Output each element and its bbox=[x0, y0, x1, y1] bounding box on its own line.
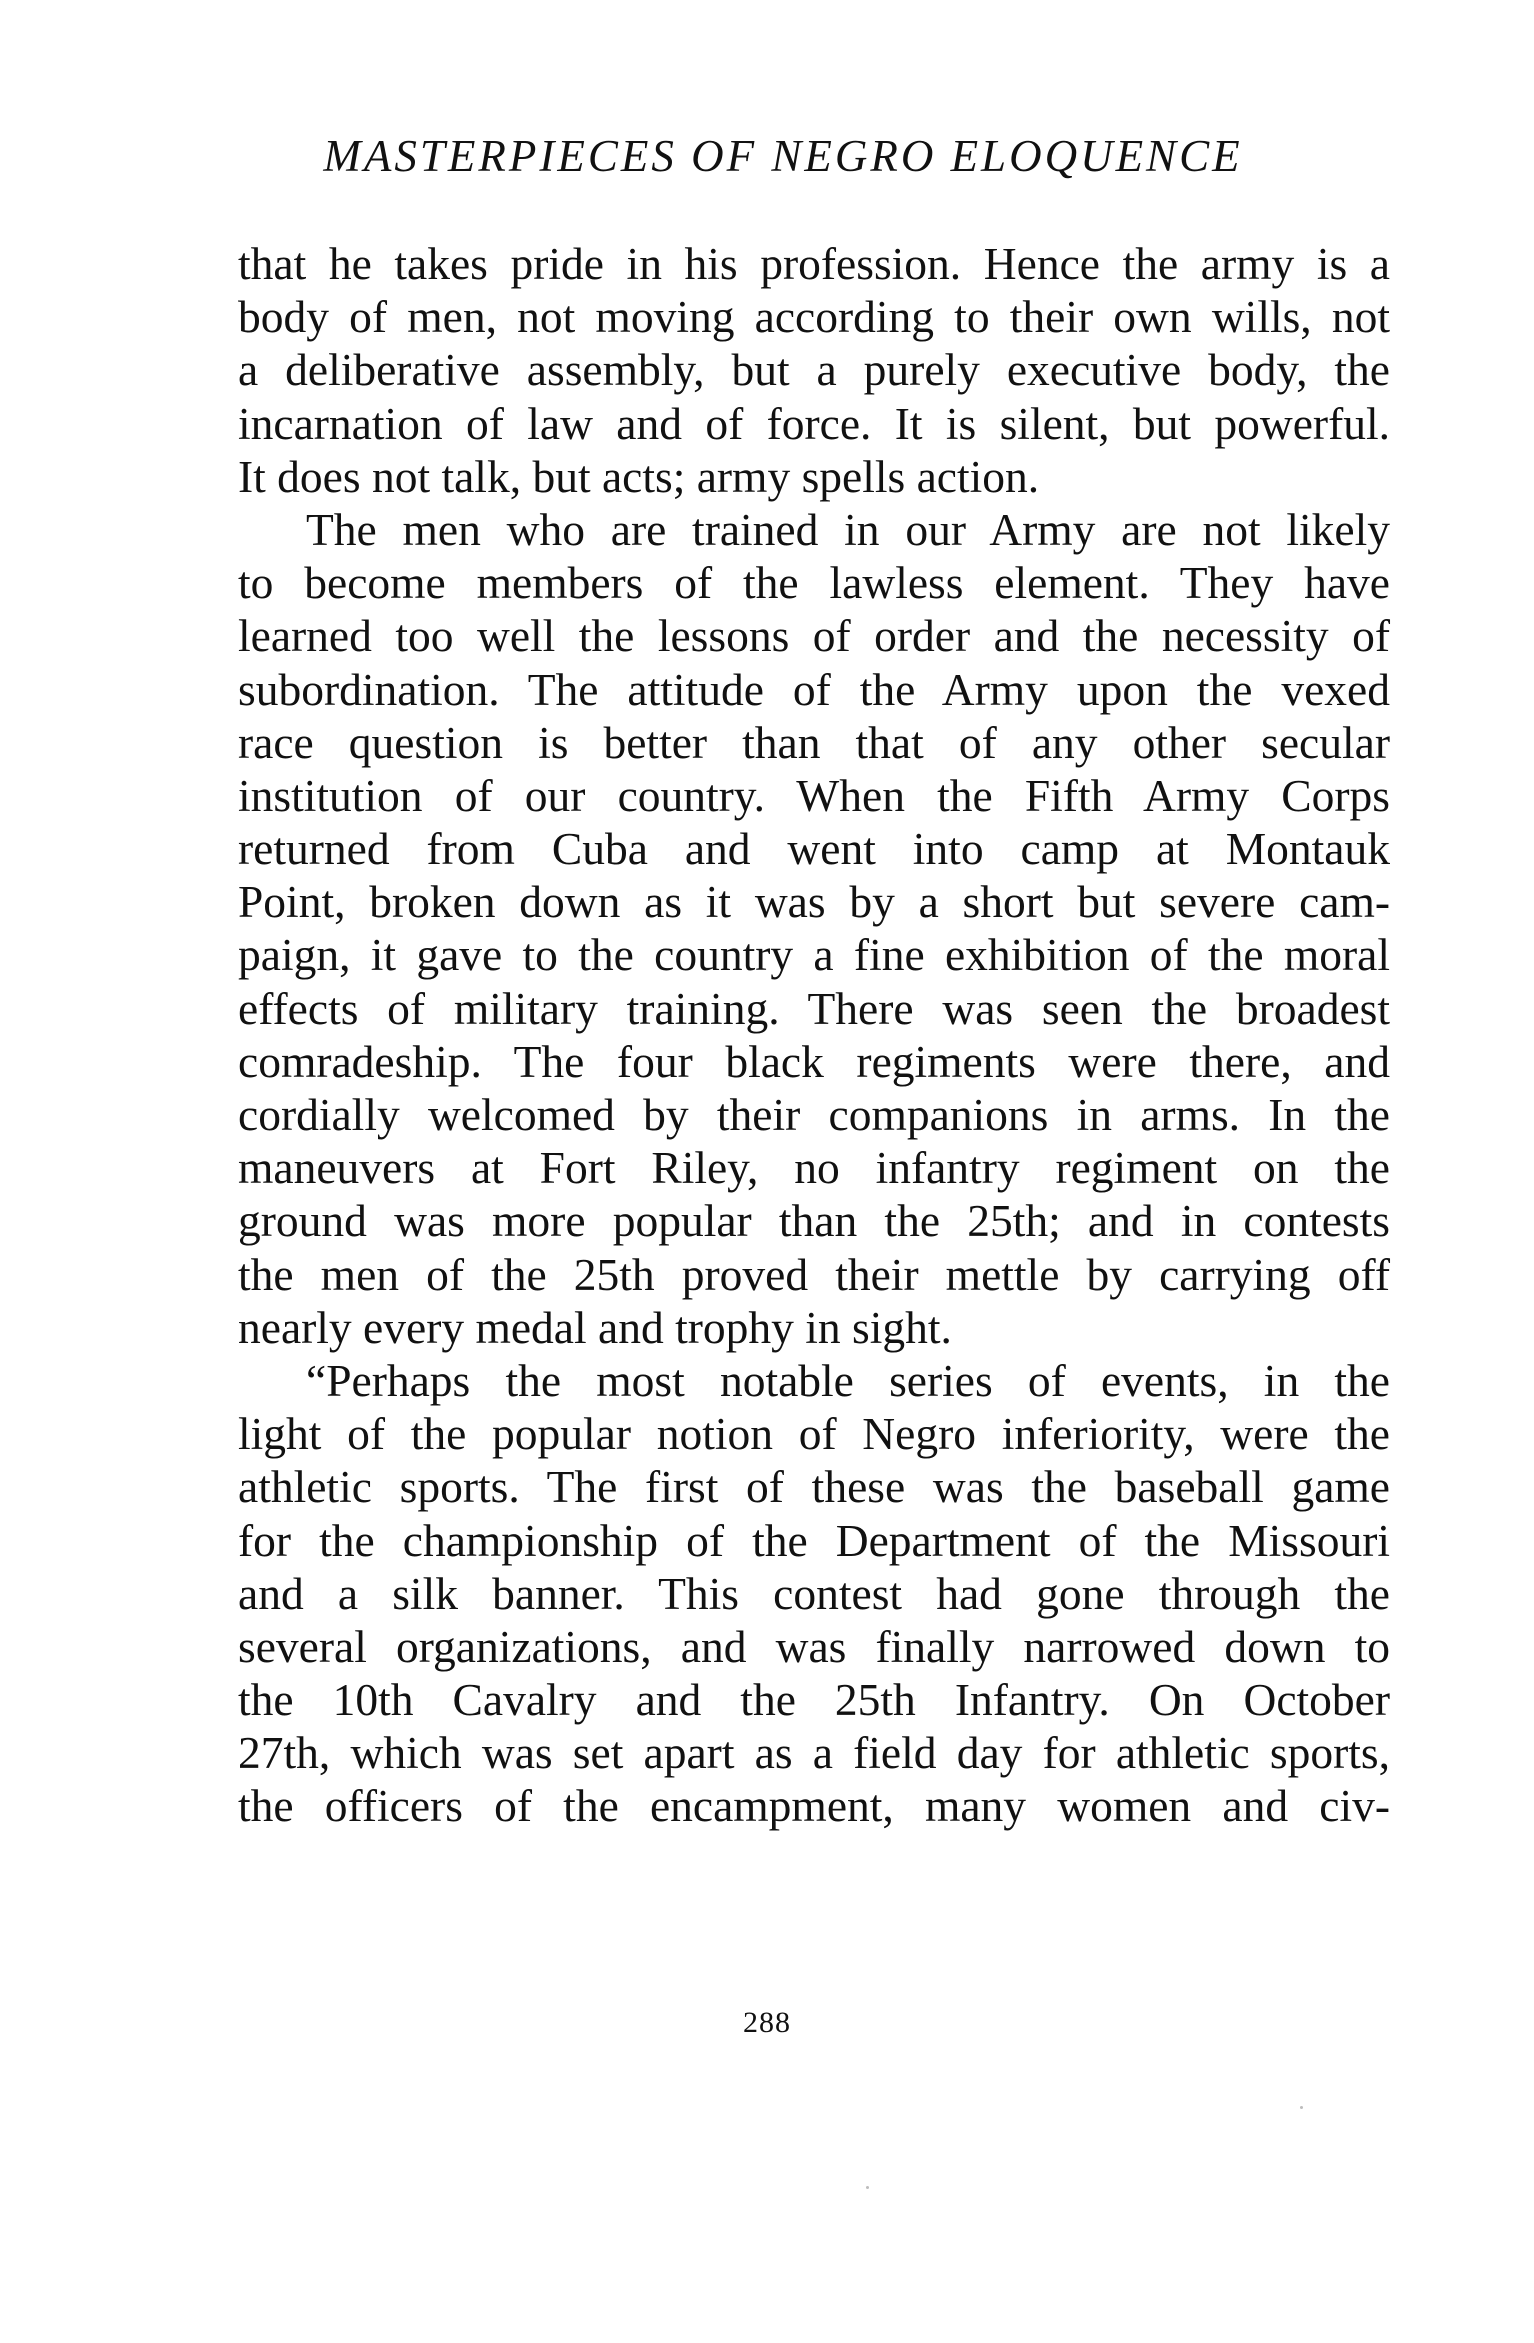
paragraph-3 bbox=[238, 1354, 1390, 1833]
text-line: effects of military training. There was seen the broadest bbox=[238, 982, 1390, 1034]
text-line: cordially welcomed by their companions in arms. In the bbox=[238, 1089, 1390, 1140]
text-line: several organizations, and was finally narrowed down to bbox=[238, 1620, 1390, 1672]
text-line: the 10th Cavalry and the 25th Infantry. On October bbox=[238, 1674, 1390, 1726]
text-line: It does not talk, but acts; army spells action. bbox=[238, 450, 1040, 502]
text-line: for the championship of the Department of the Missouri bbox=[238, 1514, 1390, 1566]
text-line: nearly every medal and trophy in sight. bbox=[238, 1301, 952, 1353]
text-line: body of men, not moving according to their own wills, not bbox=[238, 291, 1390, 343]
text-line: that he takes pride in his profession. Hence the army is a bbox=[238, 238, 1390, 289]
text-line: “Perhaps the most notable series of events, in the bbox=[306, 1354, 1390, 1406]
text-line: to become members of the lawless element. They have bbox=[238, 557, 1390, 609]
text-line: and a silk banner. This contest had gone through the bbox=[238, 1567, 1390, 1619]
paragraph-1 bbox=[238, 237, 1390, 503]
text-line: institution of our country. When the Fifth Army Corps bbox=[238, 769, 1390, 821]
text-line: light of the popular notion of Negro inferiority, were the bbox=[238, 1408, 1390, 1460]
text-line: The men who are trained in our Army are not likely bbox=[306, 503, 1390, 555]
running-header-title: MASTERPIECES OF NEGRO ELOQUENCE bbox=[323, 131, 1243, 181]
paper-speck bbox=[1300, 2106, 1303, 2109]
text-line: athletic sports. The first of these was the baseball game bbox=[238, 1461, 1390, 1513]
text-line: a deliberative assembly, but a purely executive body, the bbox=[238, 344, 1390, 396]
paper-speck bbox=[866, 2186, 869, 2189]
text-line: the officers of the encampment, many women and civ- bbox=[238, 1780, 1390, 1832]
text-line: Point, broken down as it was by a short but severe cam- bbox=[238, 876, 1390, 928]
text-line: subordination. The attitude of the Army upon the vexed bbox=[238, 663, 1390, 715]
paragraph-2 bbox=[238, 503, 1390, 1354]
text-line: race question is better than that of any other secular bbox=[238, 716, 1390, 768]
text-line: maneuvers at Fort Riley, no infantry regiment on the bbox=[238, 1142, 1390, 1194]
text-line: 27th, which was set apart as a field day for athletic sports, bbox=[238, 1727, 1390, 1779]
page-number: 288 bbox=[743, 2006, 791, 2039]
body-text bbox=[238, 237, 1390, 1833]
text-line: the men of the 25th proved their mettle by carrying off bbox=[238, 1248, 1390, 1300]
text-line: comradeship. The four black regiments were there, and bbox=[238, 1035, 1390, 1087]
text-line: learned too well the lessons of order and the necessity of bbox=[238, 610, 1390, 662]
text-line: incarnation of law and of force. It is silent, but powerful. bbox=[238, 397, 1390, 449]
text-line: paign, it gave to the country a fine exhibition of the moral bbox=[238, 929, 1390, 981]
text-line: ground was more popular than the 25th; and in contests bbox=[238, 1195, 1390, 1247]
text-line: returned from Cuba and went into camp at Montauk bbox=[238, 823, 1390, 875]
